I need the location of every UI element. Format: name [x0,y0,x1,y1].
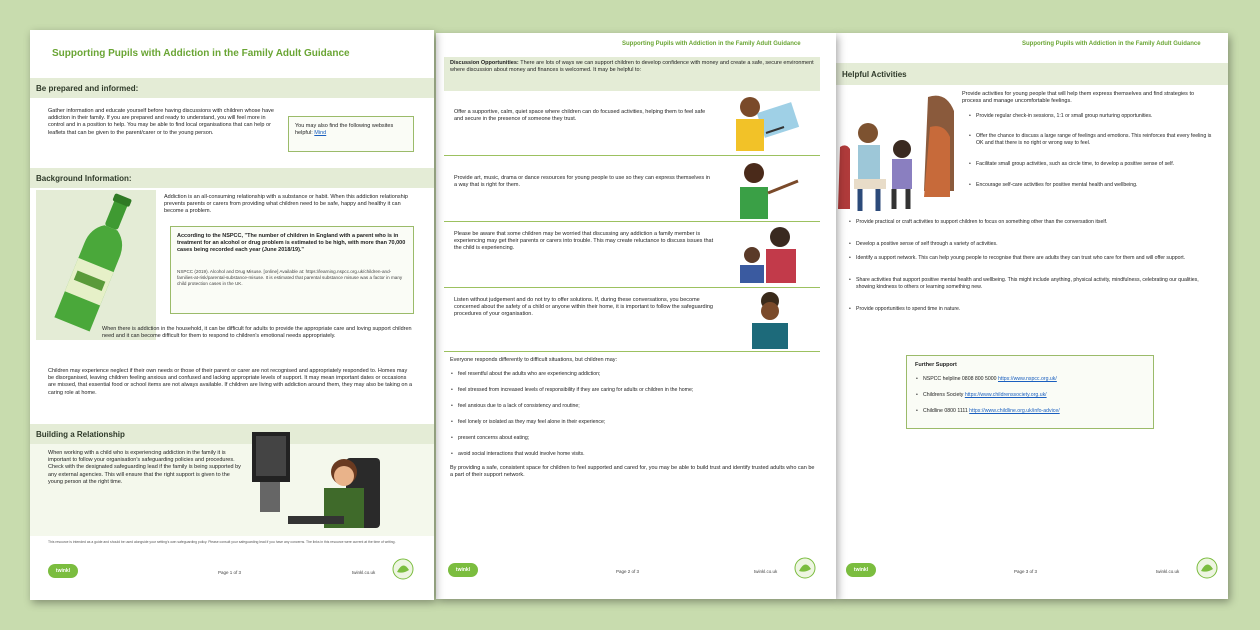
row-divider [444,351,820,352]
mind-link[interactable]: Mind [314,130,327,137]
list-item: • Provide practical or craft activities to support children to focus on something other than the conversation itself. [856,219,1212,226]
list-item: • Encourage self-care activities for positive mental health and wellbeing. [976,182,1212,189]
intro-text: Provide activities for young people that will help them express themselves and find strategies to process and manage uncomfortable feelings. [962,91,1195,105]
row-divider [444,155,820,156]
list-item: • Provide opportunities to spend time in nature. [856,306,1212,313]
section-text: When working with a child who is experiencing addiction in the family it is important to follow your organisation's safeguarding policies and procedures. Check with the designated safeguarding lead if the family is being supported by any external agencies. This will ensure that the right support is given to the young person at the right time. [48,450,241,485]
section-text: Children may experience neglect if their own needs or those of their parent or carer are not recognised and appropriately responded to. Homes may be disorganised, leaving children feeling anxious and confused and lacking appropriate levels of support. It may mean important dates or occasions are missed, that essential food or school items are not always available. If children are living with addiction around them, they may also be taking on a caring role at home. [48,368,413,396]
page-number: Page 2 of 3 [616,569,640,574]
support-label: Childrens Society [923,392,964,398]
section-heading: Building a Relationship [36,430,125,439]
row-divider [444,221,820,222]
websites-box [288,116,414,152]
list-item: • present concerns about eating; [458,435,814,442]
list-item: • Share activities that support positive mental health and wellbeing. This might include anything, physical activity, mindfulness, celebrating our qualities, showing kindness to others or learning something new. [856,277,1212,290]
list-item: • Develop a positive sense of self through a variety of activities. [856,241,1212,248]
intro-bold: Discussion Opportunities: [450,60,519,66]
page-header: Supporting Pupils with Addiction in the Family Adult Guidance [622,41,801,47]
further-support-title: Further Support [915,362,957,368]
twinkl-logo: twinkl [846,563,876,577]
statistic-box [170,226,414,314]
leaf-badge-icon [390,558,416,580]
footer-brand: twinkl.co.uk [352,570,376,575]
support-link[interactable]: https://www.nspcc.org.uk/ [998,376,1057,382]
websites-label: You may also find the following websites helpful: [295,123,394,137]
child-painting-illustration [734,159,806,221]
thinking-child-illustration [736,289,804,351]
activity-row-text: Listen without judgement and do not try to offer solutions. If, during these conversations, you become concerned about the safety of a child or anyone within their home, it is important to follow the safeguarding procedures of your organisation. [454,297,713,318]
document-title: Supporting Pupils with Addiction in the Family Adult Guidance [52,48,350,59]
section-text: Gather information and educate yourself before having discussions with children whose have addiction in their family. If you are prepared and ready to understand, you will feel more in control and in a position to help. You may be able to find local organisations that can help or leaflets that can be given to the parent/carer or to the young person. [48,108,274,136]
support-label: NSPCC helpline 0808 800 5000 [923,376,997,382]
list-item: • Identify a support network. This can help young people to recognise that there are adults they can trust who care for them and will offer support. [856,255,1212,262]
nspcc-quote: According to the NSPCC, "The number of children in England with a parent who is in treatment for an alcohol or drug problem is estimated to be high, with more than 70,000 cases being recorded each year (June 2018/19)." [177,233,406,254]
list-item: • feel lonely or isolated as they may feel alone in their experience; [458,419,814,426]
page-3 [836,33,1228,599]
adult-child-illustration [732,225,808,287]
websites-text [295,123,407,137]
further-support-box [906,355,1154,429]
section-text: When there is addiction in the household, it can be difficult for adults to provide the appropriate care and loving support children need and it can become difficult for them to respond to children's emotional needs appropriately. [102,326,412,340]
leaf-badge-icon [792,557,818,579]
list-item: • feel stressed from increased levels of responsibility if they are caring for adults or children in the home; [458,387,814,394]
list-item: • Offer the chance to discuss a large range of feelings and emotions. This reinforces that every feeling is OK and that there is no right or wrong way to feel. [976,133,1212,146]
page-number: Page 1 of 3 [218,570,242,575]
intro-text [450,60,816,74]
activity-row-text: Provide art, music, drama or dance resources for young people to use so they can express themselves in a way that is right for them. [454,175,710,189]
support-link[interactable]: https://www.childline.org.uk/info-advice/ [969,408,1060,414]
row-divider [444,287,820,288]
closing-text: By providing a safe, consistent space for children to feel supported and cared for, you may be able to build trust and identify trusted adults who can be a part of their support network. [450,465,815,479]
support-label: Childline 0800 1111 [923,408,968,414]
beer-bottle-illustration [36,190,156,340]
group-activity-illustration [836,87,954,213]
teacher-at-computer-illustration [248,428,398,532]
support-item [923,408,1149,415]
footer-brand: twinkl.co.uk [754,569,778,574]
support-link[interactable]: https://www.childrenssociety.org.uk/ [964,392,1047,398]
support-item [923,376,1149,383]
activity-row-text: Offer a supportive, calm, quiet space where children can do focused activities, helping them to feel safe and secure in the presence of someone they trust. [454,109,706,123]
reference-text: NSPCC (2019). Alcohol and Drug Misuse. [online] Available at: https://learning.nspcc.org.uk/children-and-families-at-risk/parental-substance-misuse. It is estimated that parental substance misuse was a factor in many child protection cases in the UK. [177,269,403,286]
section-text: Addiction is an all-consuming relationship with a substance or habit. When this addiction relationship prevents parents or carers from providing what children need to be safe, happy and healthy it can become a problem. [164,194,408,215]
section-heading: Helpful Activities [842,70,907,79]
intro-body: There are lots of ways we can support children to develop confidence with money and create a safe, secure environment where discussion about money and finances is welcomed. It may be helpful to: [450,60,814,74]
list-item: • avoid social interactions that would involve home visits. [458,451,814,458]
leaf-badge-icon [1194,557,1220,579]
page-number: Page 3 of 3 [1014,569,1038,574]
footer-brand: twinkl.co.uk [1156,569,1180,574]
list-item: • Provide regular check-in sessions, 1:1 or small group nurturing opportunities. [976,113,1212,120]
page-1 [30,30,434,600]
list-item: • Facilitate small group activities, such as circle time, to develop a positive sense of self. [976,161,1212,168]
list-item: • feel anxious due to a lack of consistency and routine; [458,403,814,410]
disclaimer: This resource is intended as a guide and should be used alongside your setting's own safeguarding policy. Please consult your safeguarding lead if you have any concerns. The links in this resource were current at the time of writing. [48,540,396,544]
section-heading: Background Information: [36,174,132,183]
responses-heading: Everyone responds differently to difficult situations, but children may: [450,357,618,363]
twinkl-logo: twinkl [48,564,78,578]
page-2 [436,33,836,599]
page-header: Supporting Pupils with Addiction in the Family Adult Guidance [1022,41,1201,47]
twinkl-logo: twinkl [448,563,478,577]
support-item [923,392,1149,399]
activity-row-text: Please be aware that some children may be worried that discussing any addiction a family member is experiencing may get their parents or carers into trouble. This may create reluctance to discuss issues that the child is experiencing. [454,231,714,252]
list-item: • feel resentful about the adults who are experiencing addiction; [458,371,814,378]
child-drawing-illustration [726,93,806,155]
section-heading: Be prepared and informed: [36,84,139,93]
